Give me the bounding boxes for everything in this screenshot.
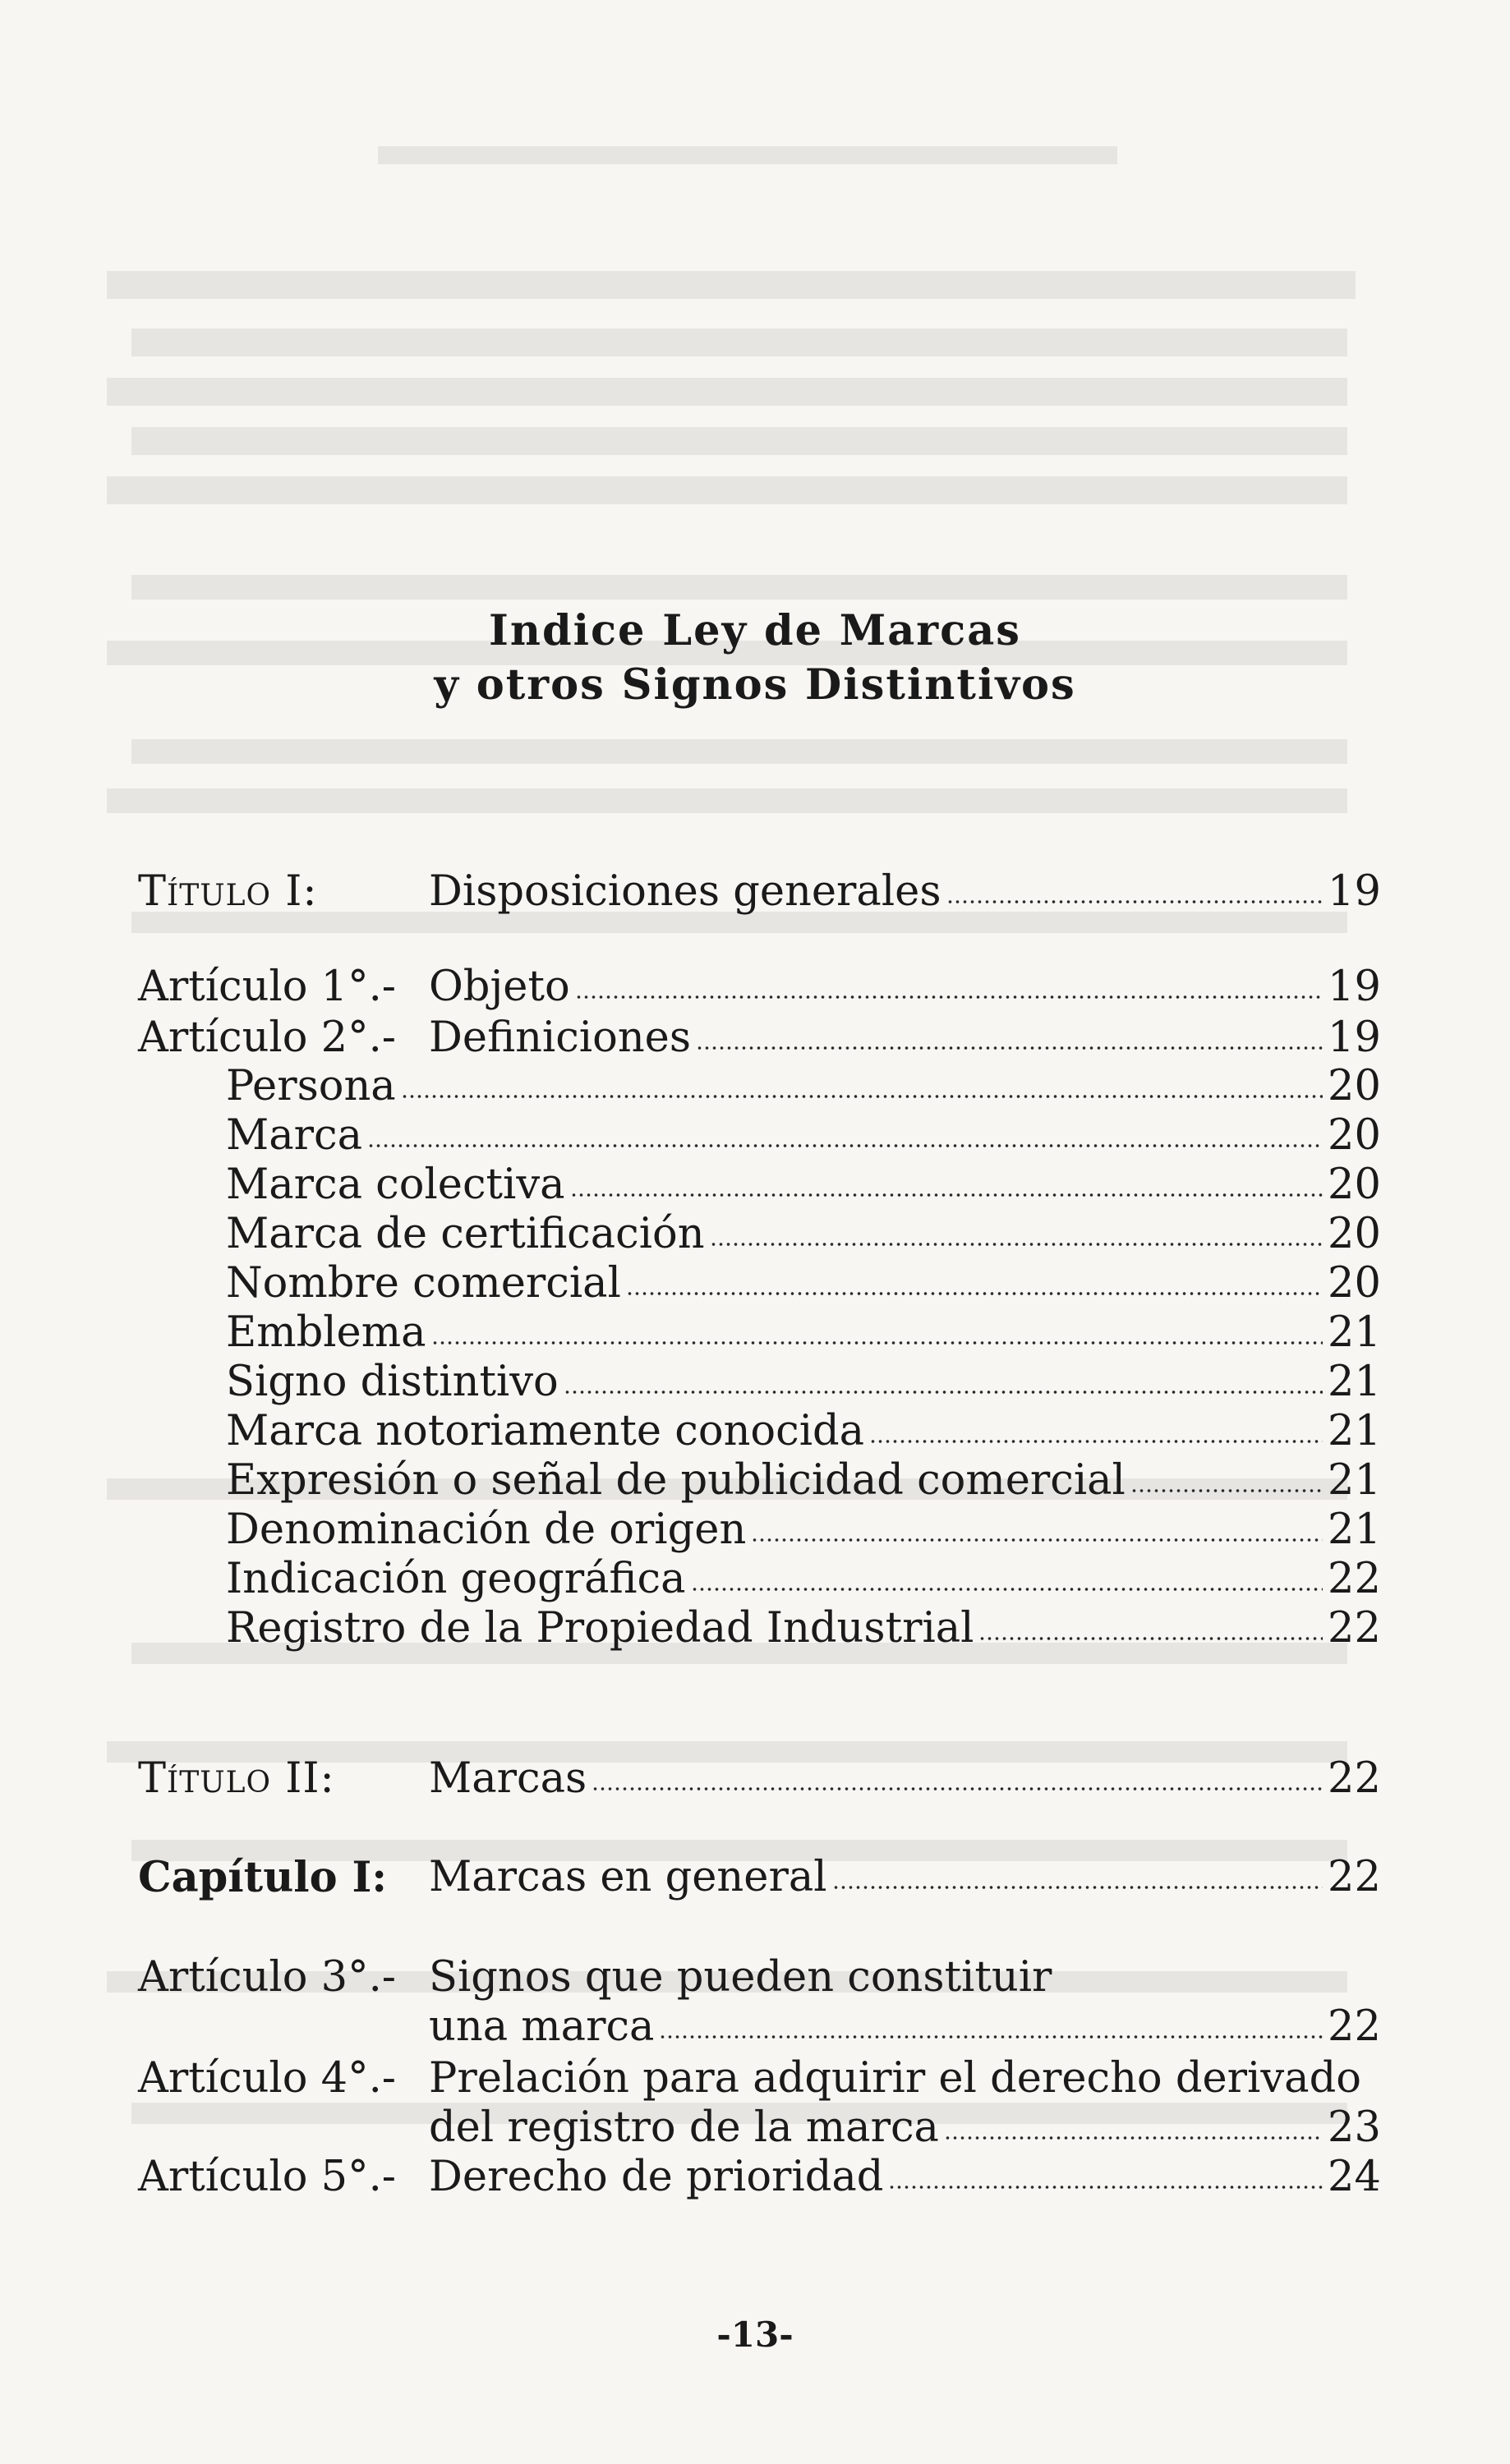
toc-page: 23 [1328,2103,1381,2152]
dot-leader [832,1883,1323,1892]
toc-subentry[interactable] [226,1110,1381,1161]
page-number: -13- [716,2315,794,2355]
toc-entry-titulo-2[interactable] [138,1754,1381,1804]
toc-page: 21 [1328,1358,1381,1406]
toc-label: Artículo 4°.- [138,2054,397,2103]
toc-title: Marca de certificación [226,1210,705,1258]
toc-page: 22 [1328,1555,1381,1603]
toc-entry-articulo-4-line-2[interactable] [138,2103,1381,2154]
toc-title: Objeto [429,963,570,1011]
toc-title: Signos que pueden constituir [429,1953,1052,2002]
toc-title: Marca [226,1111,362,1160]
toc-subentry[interactable] [226,1160,1381,1211]
index-title-line-2: y otros Signos Distintivos [434,660,1076,710]
dot-leader [575,993,1323,1001]
dot-leader [367,1142,1323,1150]
toc-label: Capítulo I: [138,1853,388,1902]
toc-entry-articulo-4-line-1[interactable] [138,2053,1375,2104]
toc-page: 20 [1328,1111,1381,1160]
toc-subentry[interactable] [226,1308,1381,1358]
toc-page: 22 [1328,2002,1381,2051]
toc-label: Título II: [138,1754,335,1803]
dot-leader [691,1585,1323,1593]
toc-page: 24 [1328,2153,1381,2201]
toc-label: Artículo 5°.- [138,2153,397,2201]
toc-subentry[interactable] [226,1061,1381,1112]
toc-title-continued: del registro de la marca [429,2103,939,2152]
dot-leader [626,1289,1323,1298]
toc-label: Artículo 2°.- [138,1014,397,1062]
toc-page: 22 [1328,1604,1381,1653]
toc-page: 21 [1328,1456,1381,1505]
toc-title-continued: una marca [429,2002,655,2051]
toc-title: Emblema [226,1308,426,1357]
toc-label: Título I: [138,867,318,916]
toc-title: Indicación geográfica [226,1555,686,1603]
toc-page: 21 [1328,1407,1381,1455]
toc-title: Nombre comercial [226,1259,621,1308]
toc-entry-articulo-5[interactable] [138,2152,1381,2203]
toc-page: 21 [1328,1308,1381,1357]
toc-entry-articulo-2[interactable] [138,1013,1381,1064]
toc-page: 19 [1328,1014,1381,1062]
toc-title: Expresión o señal de publicidad comercial [226,1456,1126,1505]
dot-leader [888,2183,1323,2191]
toc-page: 22 [1328,1853,1381,1901]
toc-subentry[interactable] [226,1406,1381,1457]
toc-title: Definiciones [429,1014,692,1062]
toc-title: Derecho de prioridad [429,2153,884,2201]
toc-entry-titulo-1[interactable] [138,867,1381,917]
toc-page: 20 [1328,1210,1381,1258]
dot-leader [869,1437,1323,1446]
dot-leader [696,1044,1323,1052]
dot-leader [659,2033,1323,2041]
toc-entry-articulo-3-line-2[interactable] [138,2002,1381,2053]
toc-page: 22 [1328,1754,1381,1803]
toc-page: 20 [1328,1259,1381,1308]
toc-title: Marca notoriamente conocida [226,1407,865,1455]
index-title [0,604,1510,712]
dot-leader [1130,1487,1323,1495]
toc-title: Marca colectiva [226,1161,565,1209]
toc-page: 20 [1328,1062,1381,1110]
toc-title: Prelación para adquirir el derecho derivado [429,2054,1361,2103]
dot-leader [431,1339,1324,1347]
toc-label: Artículo 3°.- [138,1953,397,2002]
toc-label: Artículo 1°.- [138,963,397,1011]
toc-title: Marcas en general [429,1853,827,1901]
toc-page: 19 [1328,963,1381,1011]
toc-entry-articulo-3-line-1[interactable] [138,1952,1375,2003]
toc-title: Signo distintivo [226,1358,559,1406]
dot-leader [946,898,1323,906]
dot-leader [570,1191,1323,1199]
toc-subentry[interactable] [226,1554,1381,1605]
toc-entry-articulo-1[interactable] [138,962,1381,1013]
toc-page: 20 [1328,1161,1381,1209]
dot-leader [564,1388,1323,1396]
toc-subentry[interactable] [226,1357,1381,1408]
dot-leader [710,1240,1323,1248]
toc-title: Registro de la Propiedad Industrial [226,1604,974,1653]
dot-leader [978,1634,1323,1643]
toc-subentry[interactable] [226,1209,1381,1260]
dot-leader [944,2134,1323,2142]
dot-leader [751,1536,1323,1544]
toc-page: 21 [1328,1506,1381,1554]
toc-subentry[interactable] [226,1455,1381,1506]
toc-subentry[interactable] [226,1505,1381,1556]
dot-leader [592,1785,1323,1793]
toc-subentry[interactable] [226,1258,1381,1309]
toc-title: Disposiciones generales [429,867,941,916]
toc-title: Persona [226,1062,396,1110]
toc-entry-capitulo-1[interactable] [138,1852,1381,1903]
toc-subentry[interactable] [226,1603,1381,1654]
toc-title: Denominación de origen [226,1506,747,1554]
toc-title: Marcas [429,1754,587,1803]
toc-page: 19 [1328,867,1381,916]
dot-leader [401,1092,1323,1101]
index-title-line-1: Indice Ley de Marcas [489,606,1021,655]
